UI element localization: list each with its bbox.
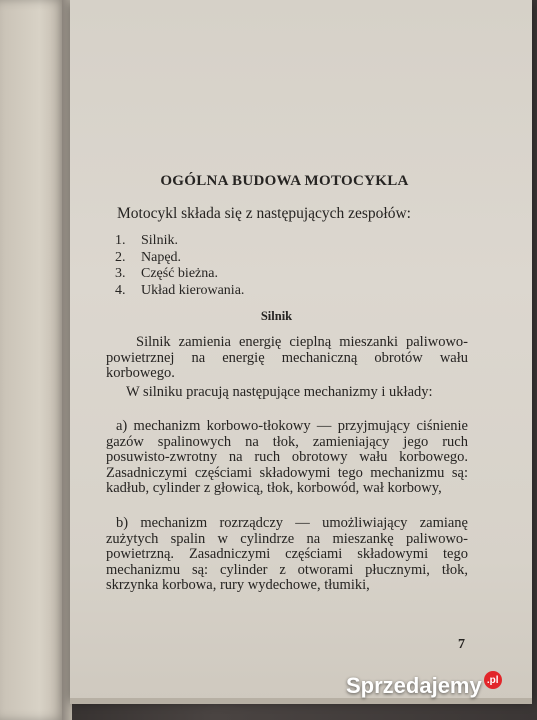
list-item: 3. Część bieżna. (115, 266, 218, 281)
paragraph: W silniku pracują następujące mechanizmy i układy: (126, 384, 433, 400)
intro-line: Motocykl składa się z następujących zespołów: (117, 205, 411, 222)
chapter-heading: OGÓLNA BUDOWA MOTOCYKLA (160, 173, 409, 189)
list-item: 1. Silnik. (115, 233, 178, 248)
watermark-logo (346, 671, 502, 701)
page-number: 7 (458, 637, 465, 652)
list-item: 4. Układ kierowania. (115, 282, 245, 298)
paragraph: b) mechanizm rozrządczy — umożliwiający zamianę zużytych spalin w cylindrze na mieszankę paliwowo-powietrzną. Zasadniczymi częściami składowymi tego mechanizmu są: cylinder z otworami płucznymi, tłok, skrzynka korbowa, rury wydechowe, tłumiki, (106, 515, 468, 593)
list-item: 2. Napęd. (115, 249, 182, 265)
watermark-badge: .pl (484, 671, 502, 689)
paragraph: a) mechanizm korbowo-tłokowy — przyjmujący ciśnienie gazów spalinowych na tłok, zamieniający jego ruch posuwisto-zwrotny na ruch obrotowy wału korbowego. Zasadniczymi częściami składowymi tego mechanizmu są: kadłub, cylinder z głowicą, tłok, korbowód, wał korbowy, (106, 418, 468, 496)
watermark-text: Sprzedajemy (346, 673, 482, 698)
section-title: Silnik (260, 309, 293, 323)
paragraph: Silnik zamienia energię cieplną mieszanki paliwowo-powietrznej na energię mechaniczną obrotów wału korbowego. (106, 334, 468, 381)
component-list (115, 233, 244, 299)
